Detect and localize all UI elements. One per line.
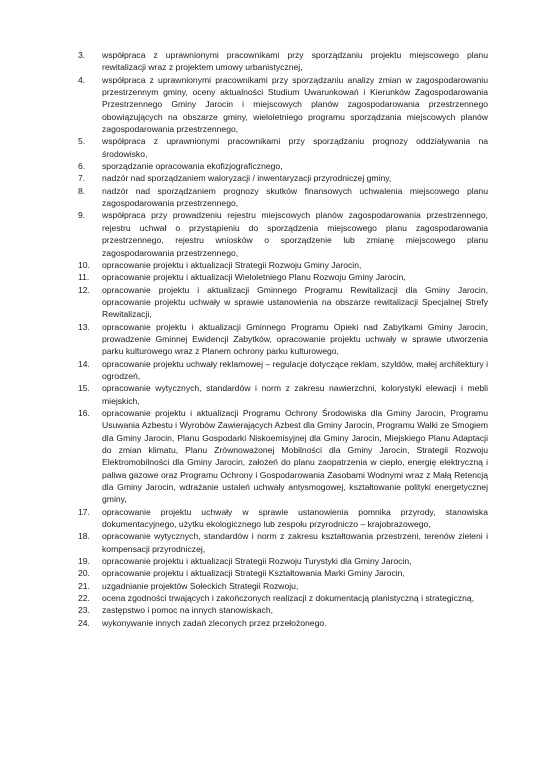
item-text: sporządzanie opracowania ekofizjograficznego, <box>102 161 283 172</box>
item-text: współpraca z uprawnionymi pracownikami przy sporządzaniu analizy zmian w zagospodarowaniu przestrzennym gminy, oceny aktualności Studium Uwarunkowań i Kierunków Zagospodarowania Przestrzennego Gminy Jarocin i miejscowych planów zagospodarowania przestrzennego obowiązujących na obszarze gminy, wieloletniego programu sporządzania miejscowych planów zagospodarowania przestrzennego, <box>102 74 488 135</box>
item-number: 14. <box>78 358 90 369</box>
item-text: opracowanie projektu i aktualizacji Programu Ochrony Środowiska dla Gminy Jarocin, Programu Usuwania Azbestu i Wyrobów Zawierających Azbest dla Gminy Jarocin, Programu Walki ze Smogiem dla Gminy Jarocin, Planu Gospodarki Niskoemisyjnej dla Gminy Jarocin, Miejskiego Planu Adaptacji do zmian klimatu, Planu Zrównoważonej Mobilności dla Gminy Jarocin, Strategii Rozwoju Elektromobilności dla Gminy Jarocin, założeń do planu zaopatrzenia w ciepło, energię elektryczną i paliwa gazowe oraz Programu Ochrony i Gospodarowania Zasobami Wodnymi wraz z Małą Retencją dla Gminy Jarocin, wdrażanie ustaleń uchwały antysmogowej, kształtowanie polityki energetycznej gminy, <box>102 407 488 505</box>
list-item <box>78 284 488 321</box>
item-number: 8. <box>78 185 86 196</box>
item-number: 20. <box>78 568 90 579</box>
list-item <box>78 592 488 604</box>
item-text: współpraca przy prowadzeniu rejestru miejscowych planów zagospodarowania przestrzennego, rejestru uchwał o przystąpieniu do sporządzenia miejscowego planu zagospodarowania przestrzennego, rejestru wniosków o sporządzenie lub zmianę miejscowego planu zagospodarowania przestrzennego, <box>102 210 488 258</box>
item-number: 21. <box>78 580 90 591</box>
list-item <box>78 580 488 592</box>
item-text: opracowanie projektu uchwały w sprawie ustanowienia pomnika przyrody, stanowiska dokumentacyjnego, użytku ekologicznego lub zespołu przyrodniczo – krajobrazowego, <box>102 506 488 530</box>
item-number: 3. <box>78 50 86 60</box>
list-item <box>78 135 488 160</box>
item-number: 23. <box>78 605 90 616</box>
item-text: opracowanie wytycznych, standardów i norm z zakresu nawierzchni, kolorystyki elewacji i mebli miejskich, <box>102 383 488 406</box>
item-number: 15. <box>78 383 90 394</box>
list-item <box>78 567 488 579</box>
item-number: 4. <box>78 74 86 85</box>
item-number: 9. <box>78 210 86 221</box>
list-item <box>78 49 488 74</box>
list-item <box>78 321 488 358</box>
list-item <box>78 74 488 136</box>
list-item <box>78 209 488 258</box>
item-text: opracowanie projektu i aktualizacji Wieloletniego Planu Rozwoju Gminy Jarocin, <box>102 272 406 283</box>
item-number: 12. <box>78 284 90 295</box>
list-item <box>78 530 488 555</box>
list-item <box>78 160 488 172</box>
item-number: 17. <box>78 506 90 517</box>
item-text: opracowanie projektu i aktualizacji Strategii Rozwoju Turystyki dla Gminy Jarocin, <box>102 556 412 567</box>
list-item <box>78 259 488 271</box>
item-text: opracowanie wytycznych, standardów i norm z zakresu kształtowania przestrzeni, terenów zieleni i kompensacji przyrodniczej, <box>102 531 488 554</box>
list-item <box>78 382 488 407</box>
item-number: 13. <box>78 321 90 332</box>
item-number: 18. <box>78 531 90 542</box>
item-number: 24. <box>78 617 90 628</box>
list-item <box>78 604 488 616</box>
item-text: współpraca z uprawnionymi pracownikami przy sporządzaniu projektu miejscowego planu rewitalizacji wraz z projektem umowy urbanistycznej, <box>102 50 488 73</box>
list-item <box>78 407 488 506</box>
item-text: zastępstwo i pomoc na innych stanowiskach, <box>102 605 274 616</box>
item-text: opracowanie projektu i aktualizacji Gminnego Programu Opieki nad Zabytkami Gminy Jarocin, prowadzenie Gminnej Ewidencji Zabytków, opracowanie projektu uchwały w sprawie utworzenia parku kulturowego wraz z Planem ochrony parku kulturowego, <box>102 321 488 357</box>
list-item <box>78 185 488 210</box>
item-number: 19. <box>78 556 90 567</box>
list-item <box>78 358 488 383</box>
item-number: 7. <box>78 173 86 184</box>
item-number: 5. <box>78 136 86 147</box>
item-number: 10. <box>78 259 90 270</box>
item-number: 16. <box>78 407 90 418</box>
item-number: 11. <box>78 272 90 283</box>
list-item <box>78 555 488 567</box>
item-text: wykonywanie innych zadań zleconych przez przełożonego. <box>102 617 327 628</box>
item-number: 22. <box>78 593 90 604</box>
list-item <box>78 172 488 184</box>
list-item <box>78 271 488 283</box>
item-text: ocena zgodności trwających i zakończonych realizacji z dokumentacją planistyczną i strategiczną, <box>102 593 475 604</box>
item-text: nadzór nad sporządzaniem waloryzacji / inwentaryzacji przyrodniczej gminy, <box>102 173 392 184</box>
list-item <box>78 506 488 531</box>
item-text: opracowanie projektu uchwały reklamowej – regulacje dotyczące reklam, szyldów, małej architektury i ogrodzeń, <box>102 358 488 381</box>
duties-list <box>78 49 488 629</box>
list-item <box>78 617 488 629</box>
item-text: uzgadnianie projektów Sołeckich Strategii Rozwoju, <box>102 580 299 591</box>
item-text: opracowanie projektu i aktualizacji Strategii Kształtowania Marki Gminy Jarocin, <box>102 568 405 579</box>
item-text: współpraca z uprawnionymi pracownikami przy sporządzaniu prognozy oddziaływania na środowisko, <box>102 136 488 159</box>
item-text: opracowanie projektu i aktualizacji Strategii Rozwoju Gminy Jarocin, <box>102 259 362 270</box>
item-text: opracowanie projektu i aktualizacji Gminnego Programu Rewitalizacji dla Gminy Jarocin, opracowanie projektu uchwały w sprawie ustanowienia na obszarze rewitalizacji Specjalnej Strefy Rewitalizacji, <box>102 284 488 320</box>
item-number: 6. <box>78 161 86 172</box>
item-text: nadzór nad sporządzaniem prognozy skutków finansowych uchwalenia miejscowego planu zagospodarowania przestrzennego, <box>102 185 488 209</box>
